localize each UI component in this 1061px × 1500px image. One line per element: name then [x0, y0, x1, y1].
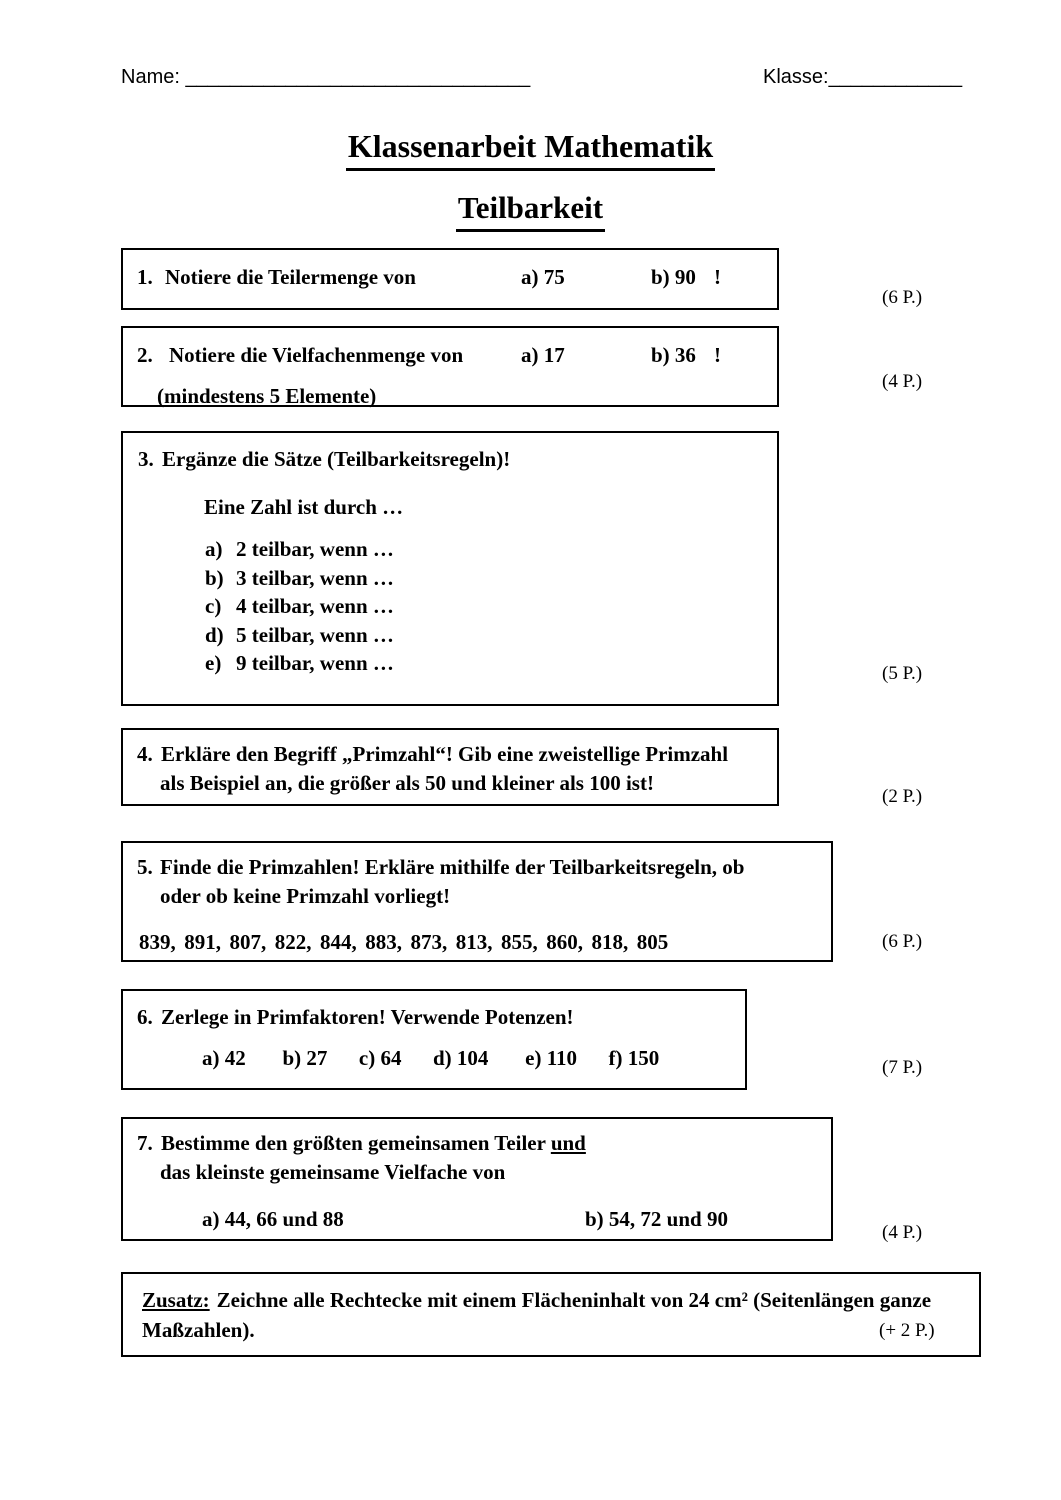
task3-title: Ergänze die Sätze (Teilbarkeitsregeln)! [162, 447, 511, 471]
task1-exclamation: ! [714, 265, 721, 289]
task1-text: Notiere die Teilermenge von [165, 265, 416, 289]
task3-item-c-label: c) [205, 594, 222, 618]
task4-box [121, 728, 779, 806]
page-title-row [0, 128, 1061, 171]
task1-number: 1. [137, 265, 153, 289]
task7-number: 7. [137, 1131, 153, 1155]
task7-line1-text: Bestimme den größten gemeinsamen Teiler [161, 1131, 551, 1155]
task7-item-b: b) 54, 72 und 90 [585, 1207, 728, 1231]
task4-points: (2 P.) [882, 786, 923, 807]
zusatz-line1-text: Zeichne alle Rechtecke mit einem Flächeninhalt von 24 cm² (Seitenlängen ganze [216, 1288, 932, 1312]
task6-number: 6. [137, 1005, 153, 1029]
name-blank-line: _______________________________ [185, 66, 531, 88]
task7-line1 [161, 1131, 586, 1155]
task4-line2: als Beispiel an, die größer als 50 und kleiner als 100 ist! [160, 771, 654, 795]
zusatz-box [121, 1272, 981, 1357]
task2-exclamation: ! [714, 343, 721, 367]
zusatz-label: Zusatz: [142, 1288, 210, 1312]
task2-text: Notiere die Vielfachenmenge von [169, 343, 464, 367]
task2-item-b: b) 36 [651, 343, 696, 367]
klasse-blank-line: ____________ [828, 66, 963, 88]
task3-intro: Eine Zahl ist durch … [204, 495, 404, 519]
task5-number-list: 839, 891, 807, 822, 844, 883, 873, 813, 855, 860, 818, 805 [139, 930, 669, 954]
klasse-field-row [763, 66, 962, 89]
task3-item-b-label: b) [205, 566, 224, 590]
task7-line1-underlined-word: und [550, 1131, 586, 1155]
task6-title: Zerlege in Primfaktoren! Verwende Potenzen! [161, 1005, 574, 1029]
task3-item-d-label: d) [205, 623, 224, 647]
task3-item-b-text: 3 teilbar, wenn … [236, 566, 394, 590]
task7-points: (4 P.) [882, 1222, 923, 1243]
task1-box [121, 248, 779, 310]
task2-item-a: a) 17 [521, 343, 565, 367]
page-title: Klassenarbeit Mathematik [346, 128, 715, 171]
task3-item-d-text: 5 teilbar, wenn … [236, 623, 394, 647]
klasse-label: Klasse: [763, 66, 829, 88]
page-subtitle: Teilbarkeit [456, 190, 605, 232]
task5-line1: Finde die Primzahlen! Erkläre mithilfe der Teilbarkeitsregeln, ob [160, 855, 745, 879]
task2-points: (4 P.) [882, 371, 923, 392]
zusatz-line2: Maßzahlen). [142, 1318, 255, 1342]
task3-number: 3. [138, 447, 154, 471]
page-subtitle-row [0, 190, 1061, 232]
task7-line2: das kleinste gemeinsame Vielfache von [160, 1160, 506, 1184]
name-field-row [121, 66, 530, 89]
task4-line1: Erkläre den Begriff „Primzahl“! Gib eine zweistellige Primzahl [161, 742, 729, 766]
task1-item-b: b) 90 [651, 265, 696, 289]
zusatz-line1 [142, 1288, 931, 1312]
task5-number: 5. [137, 855, 153, 879]
task6-box [121, 989, 747, 1090]
task2-box [121, 326, 779, 407]
task2-note: (mindestens 5 Elemente) [157, 384, 377, 408]
task1-item-a: a) 75 [521, 265, 565, 289]
task3-box [121, 431, 779, 706]
task4-number: 4. [137, 742, 153, 766]
task2-number: 2. [137, 343, 153, 367]
task5-box [121, 841, 833, 962]
zusatz-points: (+ 2 P.) [879, 1320, 935, 1341]
task3-item-a-label: a) [205, 537, 223, 561]
task3-item-e-label: e) [205, 651, 222, 675]
task3-item-e-text: 9 teilbar, wenn … [236, 651, 394, 675]
task6-points: (7 P.) [882, 1057, 923, 1078]
task5-line2: oder ob keine Primzahl vorliegt! [160, 884, 451, 908]
task7-box [121, 1117, 833, 1241]
task6-item-list: a) 42 b) 27 c) 64 d) 104 e) 110 f) 150 [202, 1046, 660, 1070]
task3-item-a-text: 2 teilbar, wenn … [236, 537, 394, 561]
task5-points: (6 P.) [882, 931, 923, 952]
task1-points: (6 P.) [882, 287, 923, 308]
name-label: Name: [121, 66, 186, 88]
task7-item-a: a) 44, 66 und 88 [202, 1207, 344, 1231]
task3-item-c-text: 4 teilbar, wenn … [236, 594, 394, 618]
task3-points: (5 P.) [882, 663, 923, 684]
